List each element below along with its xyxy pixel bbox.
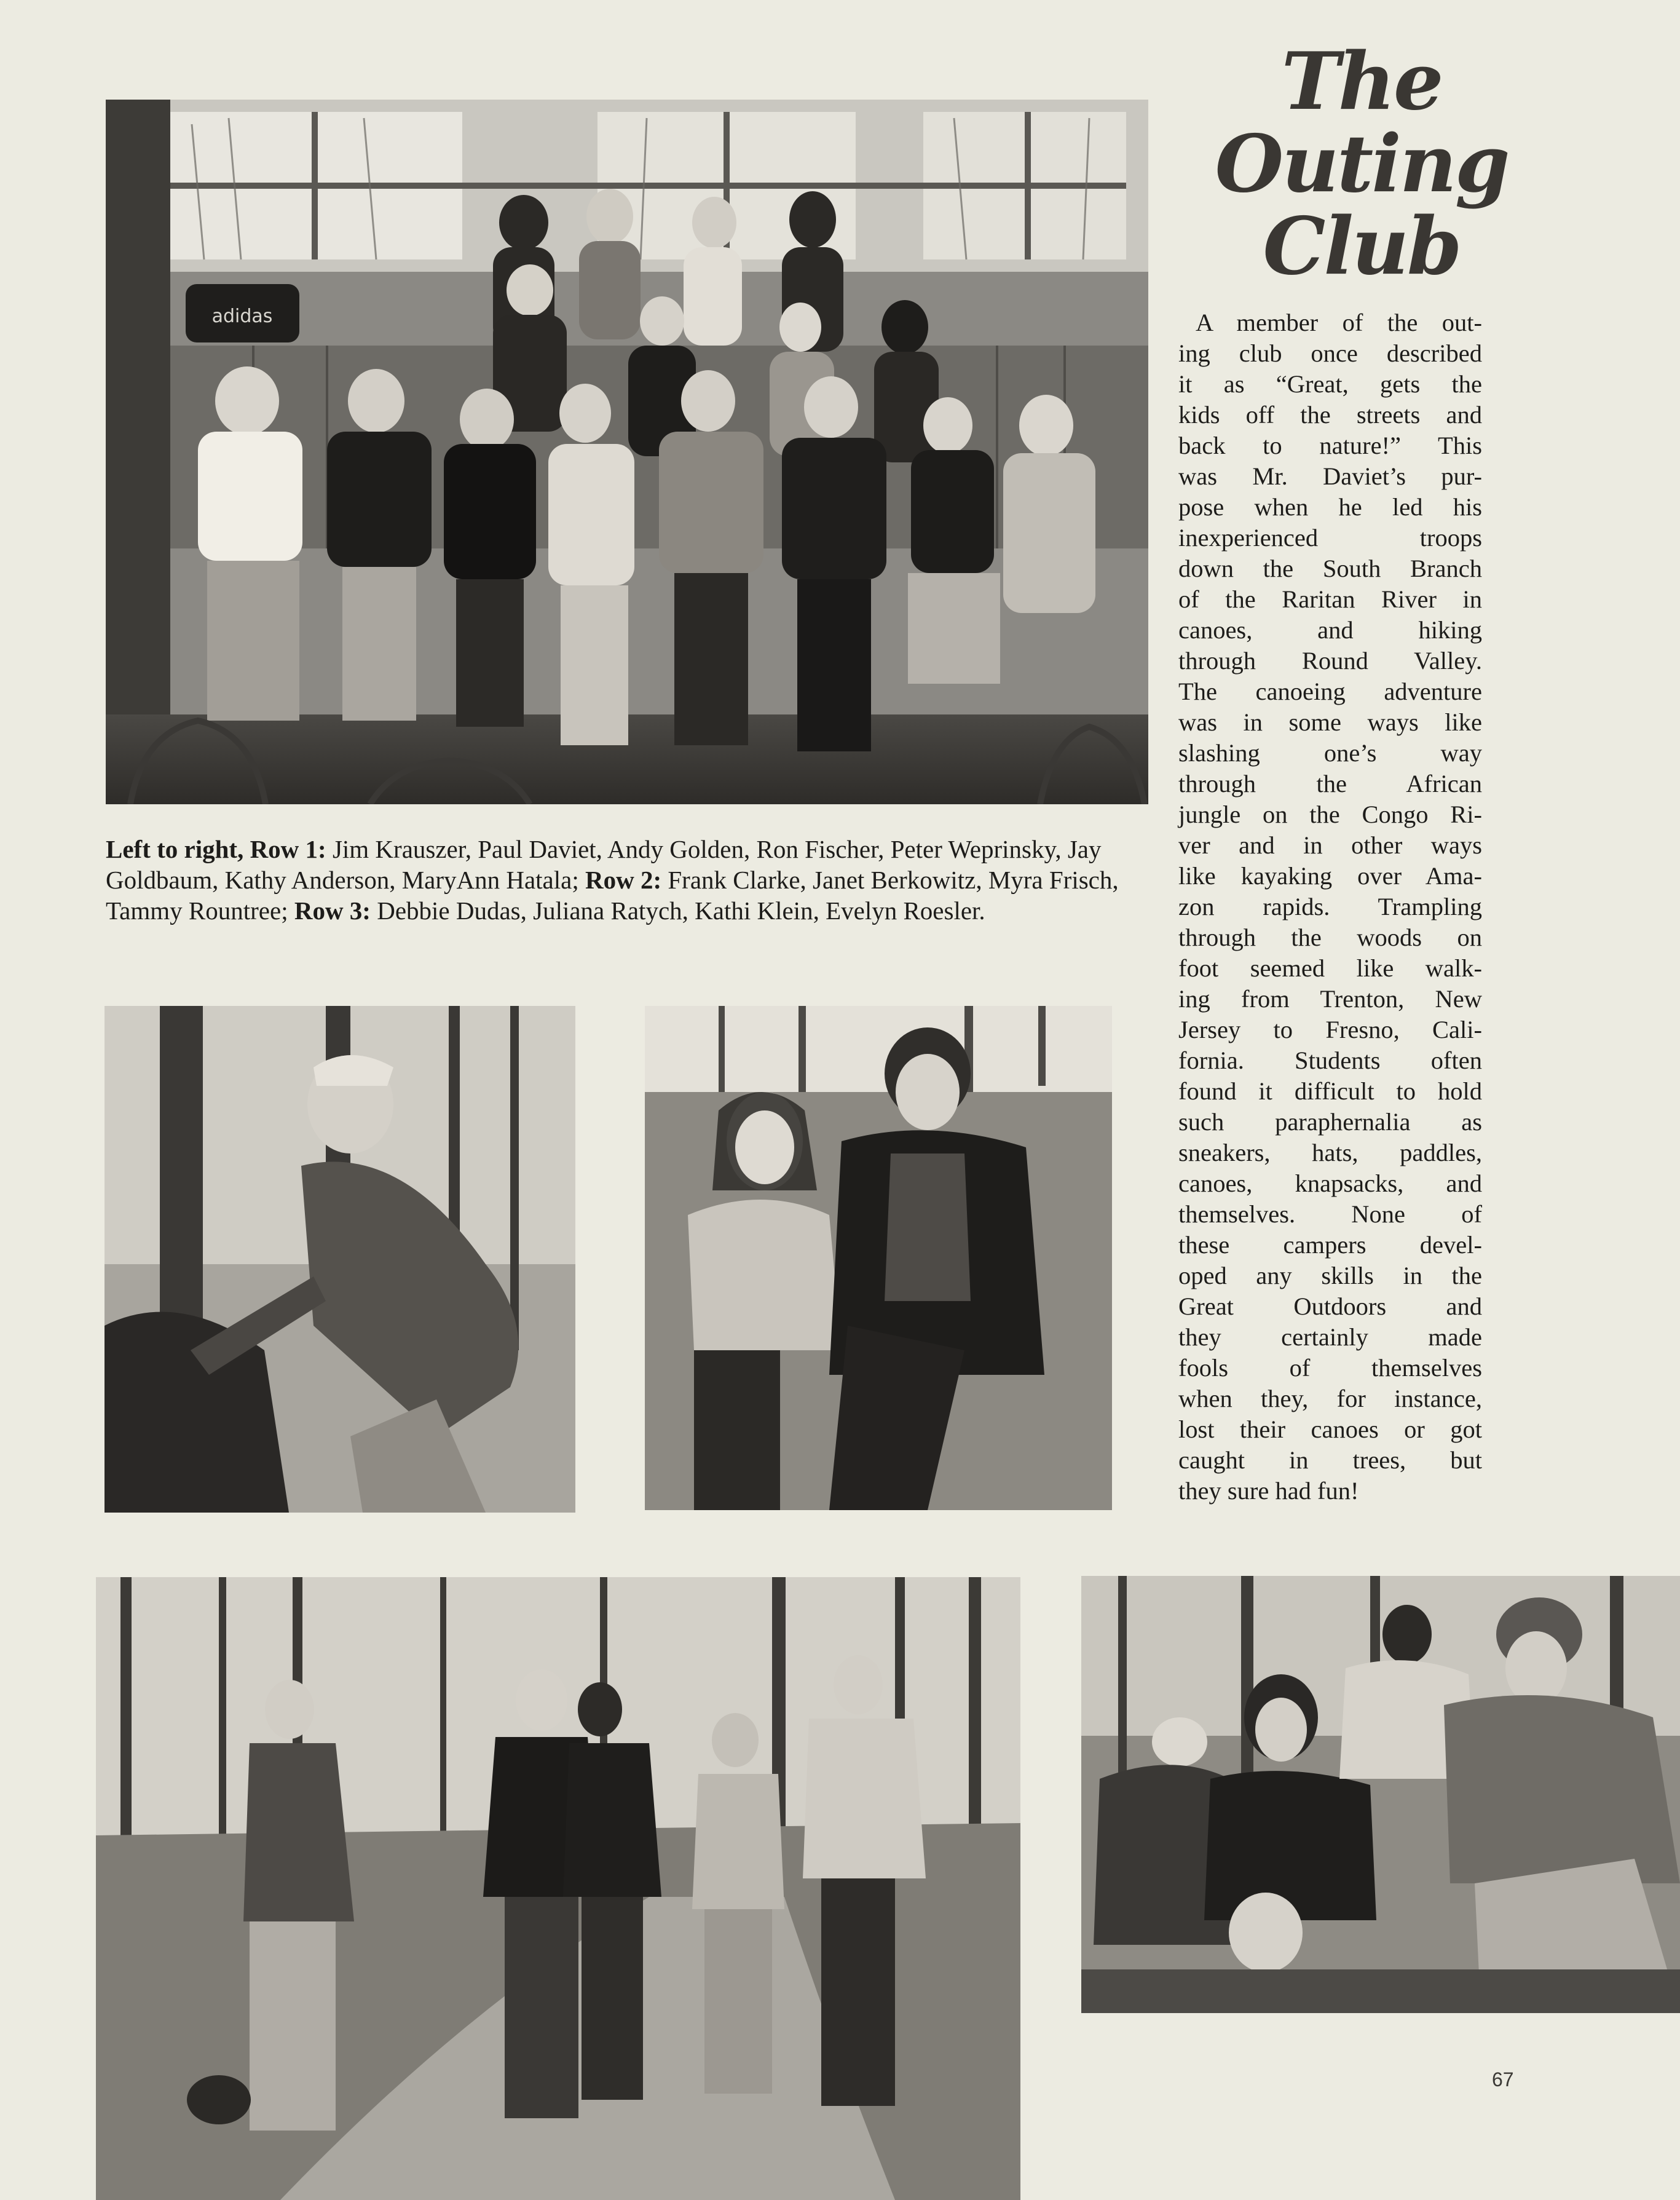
body-line: themselves. None of: [1178, 1200, 1482, 1228]
body-line: ing from Trenton, New: [1178, 985, 1482, 1013]
caption-row1-names: Jim Krauszer, Paul Daviet, Andy Golden, Ron Fischer, Peter Weprinsky, Jay Goldbaum, Kathy Anderson, MaryAnn Hatala;: [106, 835, 1102, 894]
body-line: found it difficult to hold: [1178, 1077, 1482, 1105]
body-line: down the South Branch: [1178, 555, 1482, 582]
body-line: canoes, knapsacks, and: [1178, 1169, 1482, 1197]
body-line: it as “Great, gets the: [1178, 370, 1482, 398]
article-title: [1189, 36, 1534, 293]
body-line: ing club once described: [1178, 339, 1482, 367]
body-line: they sure had fun!: [1178, 1477, 1359, 1505]
page-number: 67: [1492, 2068, 1514, 2091]
body-line: these campers devel-: [1178, 1231, 1482, 1259]
caption-row2-names: Frank Clarke, Janet Berkowitz, Myra Frisch, Tammy Rountree;: [106, 866, 1119, 925]
body-line: was in some ways like: [1178, 708, 1482, 736]
body-line: jungle on the Congo Ri-: [1178, 801, 1482, 828]
body-line: canoes, and hiking: [1178, 616, 1482, 644]
body-line: caught in trees, but: [1178, 1446, 1482, 1474]
body-line: ver and in other ways: [1178, 831, 1482, 859]
caption-row3-label: Row 3:: [294, 896, 377, 925]
body-line: sneakers, hats, paddles,: [1178, 1139, 1482, 1166]
group-photo-caption: [106, 834, 1151, 926]
group-photo: [106, 100, 1148, 804]
body-line: fornia. Students often: [1178, 1047, 1482, 1074]
body-line: through the African: [1178, 770, 1482, 797]
caption-row1-label: Row 1:: [250, 835, 333, 863]
body-line: when they, for instance,: [1178, 1385, 1482, 1412]
body-line: like kayaking over Ama-: [1178, 862, 1482, 890]
body-line: such paraphernalia as: [1178, 1108, 1482, 1136]
body-line: lost their canoes or got: [1178, 1415, 1482, 1443]
body-line: Jersey to Fresno, Cali-: [1178, 1016, 1482, 1043]
body-line: oped any skills in the: [1178, 1262, 1482, 1289]
adidas-bag-text: adidas: [211, 306, 273, 327]
body-line: pose when he led his: [1178, 493, 1482, 521]
hikers-photo: [96, 1577, 1020, 2200]
resting-group-photo: [1081, 1576, 1680, 2013]
title-line-2: Outing: [1215, 118, 1508, 210]
body-line: A member of the out-: [1196, 309, 1482, 336]
body-line: through Round Valley.: [1178, 647, 1482, 675]
body-line: Great Outdoors and: [1178, 1292, 1482, 1320]
body-line: they certainly made: [1178, 1323, 1482, 1351]
body-line: inexperienced troops: [1178, 524, 1482, 552]
article-body: [1178, 307, 1482, 1506]
body-line: was Mr. Daviet’s pur-: [1178, 462, 1482, 490]
body-line: fools of themselves: [1178, 1354, 1482, 1382]
caption-row3-names: Debbie Dudas, Juliana Ratych, Kathi Klein, Evelyn Roesler.: [377, 896, 985, 925]
two-students-photo: [645, 1006, 1112, 1510]
body-line: foot seemed like walk-: [1178, 954, 1482, 982]
body-line: slashing one’s way: [1178, 739, 1482, 767]
body-line: The canoeing adventure: [1178, 678, 1482, 705]
body-line: back to nature!” This: [1178, 432, 1482, 459]
climbing-photo: [105, 1006, 575, 1513]
title-line-3: Club: [1263, 200, 1461, 293]
body-line: of the Raritan River in: [1178, 585, 1482, 613]
caption-row2-label: Row 2:: [585, 866, 668, 894]
body-line: through the woods on: [1178, 924, 1482, 951]
caption-lead: Left to right,: [106, 835, 250, 863]
body-line: kids off the streets and: [1178, 401, 1482, 429]
body-line: zon rapids. Trampling: [1178, 893, 1482, 920]
title-line-1: The: [1281, 36, 1442, 128]
